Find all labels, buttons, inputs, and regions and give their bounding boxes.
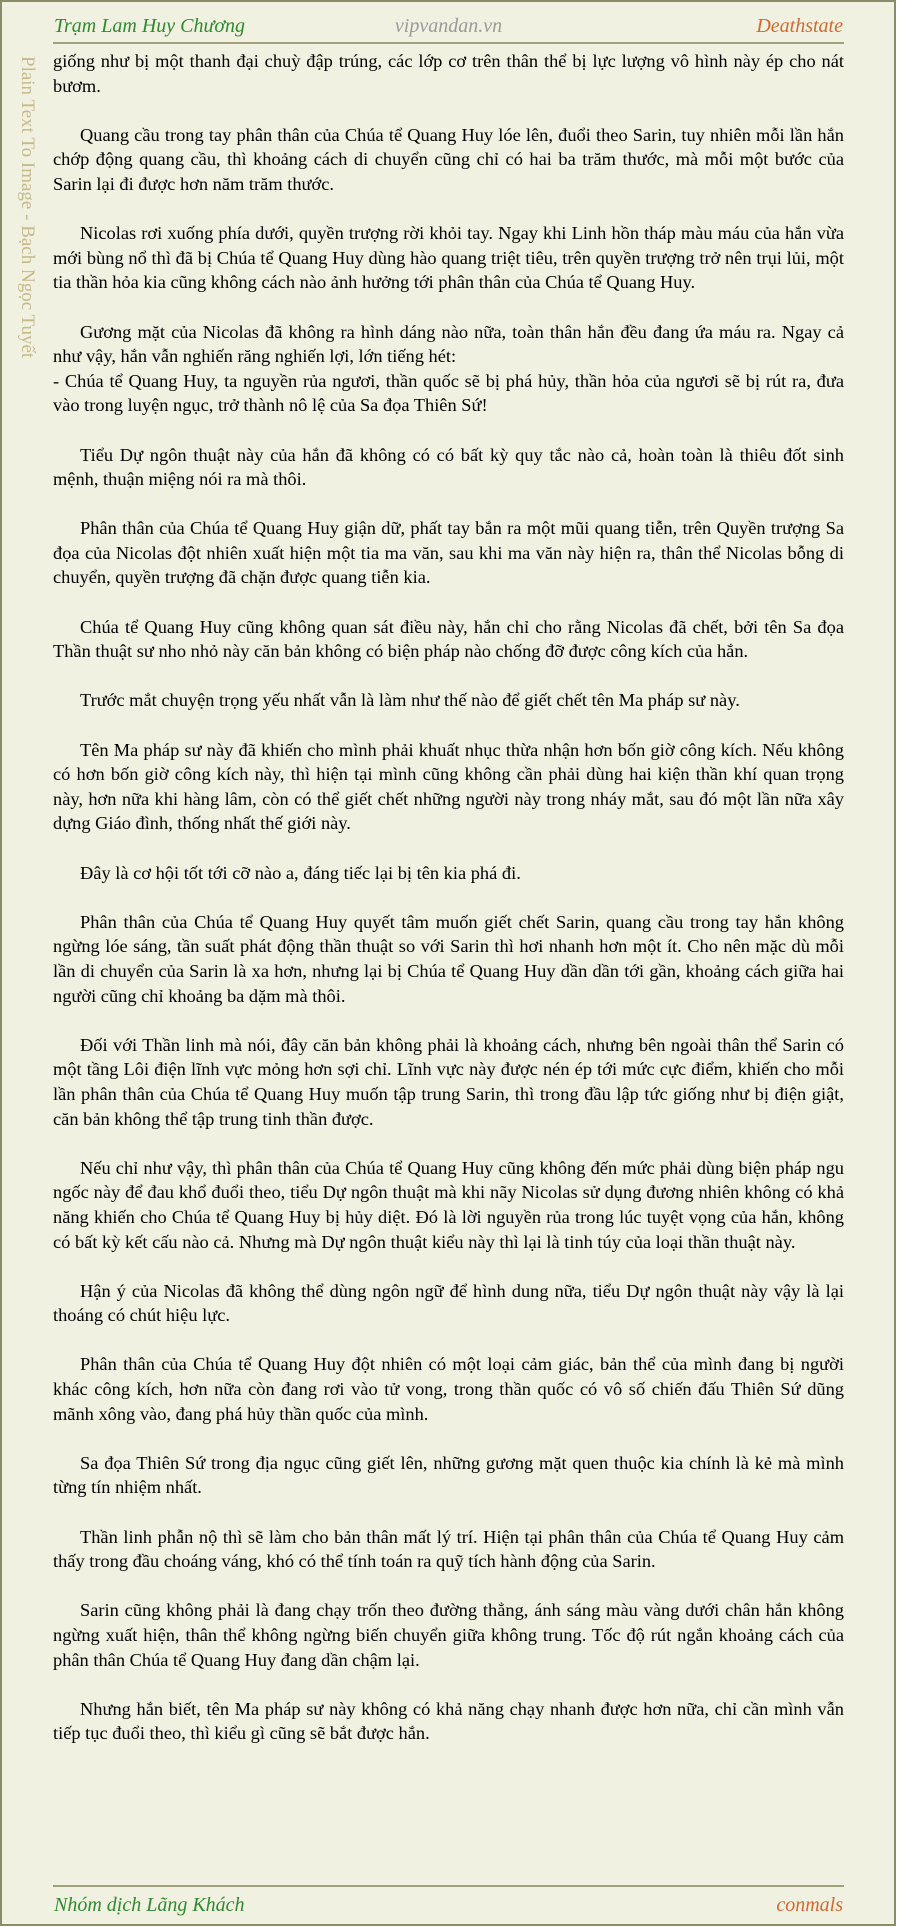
paragraph: Phân thân của Chúa tể Quang Huy giận dữ, phất tay bắn ra một mũi quang tiễn, trên Quyền trượng Sa đọa của Nicolas đột nhiên xuất hiện một tia ma văn, sau khi ma văn này hiện ra, thân thể Nicolas bỗng di chuyển, quyền trượng đã chặn được quang tiễn kia. <box>53 518 844 588</box>
paragraph: Chúa tể Quang Huy cũng không quan sát điều này, hắn chỉ cho rằng Nicolas đã chết, bởi tên Sa đọa Thần thuật sư nho nhỏ này căn bản không có biện pháp nào chống đỡ được công kích của hắn. <box>53 616 844 662</box>
paragraph: Đây là cơ hội tốt tới cỡ nào a, đáng tiếc lại bị tên kia phá đi. <box>80 862 521 883</box>
paragraph: Phân thân của Chúa tể Quang Huy quyết tâm muốn giết chết Sarin, quang cầu trong tay hắn không ngừng lóe sáng, tần suất phát động thần thuật so với Sarin thì hơi nhanh hơn một ít. Cho nên mặc dù mỗi lần di chuyển của Sarin là xa hơn, nhưng lại bị Chúa tể Quang Huy dần dần tới gần, khoảng cách giữa hai người cũng chỉ khoảng ba dặm mà thôi. <box>53 911 844 1006</box>
paragraph: giống như bị một thanh đại chuỳ đập trúng, các lớp cơ trên thân thể bị lực lượng vô hình này ép cho nát bươm. <box>53 51 844 96</box>
header-site-name: vipvandan.vn <box>394 15 503 37</box>
header <box>53 14 844 44</box>
paragraph: Nhưng hắn biết, tên Ma pháp sư này không có khả năng chạy nhanh được hơn nữa, chỉ cần mình vẫn tiếp tục đuổi theo, thì kiểu gì cũng sẽ bắt được hắn. <box>53 1698 844 1744</box>
paragraph: Tên Ma pháp sư này đã khiến cho mình phải khuất nhục thừa nhận hơn bốn giờ công kích. Nếu không có hơn bốn giờ công kích này, thì hiện tại mình cũng không cần phải dùng hai kiện thần khí quan trọng này, hơn nữa khi hàng lâm, còn có thể giết chết những người này trong nháy mắt, sau đó một lần nữa xây dựng Giáo đình, thống nhất thế giới này. <box>53 739 844 834</box>
footer <box>53 1885 844 1917</box>
paragraph: Trước mắt chuyện trọng yếu nhất vẫn là làm như thế nào để giết chết tên Ma pháp sư này. <box>80 690 740 711</box>
paragraph: Thần linh phẫn nộ thì sẽ làm cho bản thân mất lý trí. Hiện tại phân thân của Chúa tể Quang Huy cảm thấy trong đầu choáng váng, khó có thể tính toán ra quỹ tích hành động của Sarin. <box>53 1526 844 1572</box>
paragraph: Nicolas rơi xuống phía dưới, quyền trượng rời khỏi tay. Ngay khi Linh hồn tháp màu máu của hắn vừa mới bùng nổ thì đã bị Chúa tể Quang Huy dùng hào quang triệt tiêu, trên quyền trượng trở nên trụi lủi, một tia thần hỏa kia cũng không cách nào ảnh hưởng tới phân thân của Chúa tể Quang Huy. <box>53 223 844 293</box>
paragraph: Sa đọa Thiên Sứ trong địa ngục cũng giết lên, những gương mặt quen thuộc kia chính là kẻ mà mình từng tín nhiệm nhất. <box>53 1452 844 1498</box>
paragraph: Đối với Thần linh mà nói, đây căn bản không phải là khoảng cách, nhưng bên ngoài thân thể Sarin có một tầng Lôi điện lĩnh vực mỏng hơn sợi chỉ. Lĩnh vực này được nén ép tới mức cực điểm, khiến cho mỗi lần phân thân của Chúa tể Quang Huy muốn tập trung Sarin, thì trong đầu lập tức giống như bị điện giật, căn bản không thể tập trung tinh thần được. <box>53 1034 844 1129</box>
paragraph-dialogue: - Chúa tể Quang Huy, ta nguyền rủa ngươi, thần quốc sẽ bị phá hủy, thần hỏa của ngươi sẽ bị rút ra, đưa vào trong luyện ngục, trở thành nô lệ của Sa đọa Thiên Sứ! <box>53 370 844 416</box>
paragraph: Phân thân của Chúa tể Quang Huy đột nhiên có một loại cảm giác, bản thể của mình đang bị người khác công kích, hơn nữa còn đang rơi vào tử vong, trong thần quốc có vô số chiến đấu Thiên Sứ dũng mãnh xông vào, đang phá hủy thần quốc của mình. <box>53 1354 844 1424</box>
side-watermark: Plain Text To Image - Bạch Ngọc Tuyết <box>17 56 38 359</box>
chapter-text <box>53 49 844 1771</box>
header-station-name: Trạm Lam Huy Chương <box>54 15 246 37</box>
paragraph: Sarin cũng không phải là đang chạy trốn theo đường thẳng, ánh sáng màu vàng dưới chân hắn không ngừng xuất hiện, thân thể không ngừng biến chuyển giữa không trung. Tốc độ rút ngắn khoảng cách của phân thân Chúa tể Quang Huy đang dần chậm lại. <box>53 1600 844 1670</box>
footer-group-name: Nhóm dịch Lãng Khách <box>54 1894 245 1916</box>
paragraph: Nếu chỉ như vậy, thì phân thân của Chúa tể Quang Huy cũng không đến mức phải dùng biện pháp ngu ngốc này để đau khổ đuổi theo, tiểu Dự ngôn thuật mà khi nãy Nicolas sử dụng đương nhiên không có khả năng khiến cho Chúa tể Quang Huy bị hủy diệt. Đó là lời nguyền rủa trong lúc tuyệt vọng của hắn, không có bất kỳ kết cấu nào cả. Nhưng mà Dự ngôn thuật kiểu này thì lại là tinh túy của loại thần thuật này. <box>53 1157 844 1252</box>
footer-editor: conmals <box>776 1894 843 1916</box>
header-translator: Deathstate <box>756 15 843 37</box>
paragraph: Gương mặt của Nicolas đã không ra hình dáng nào nữa, toàn thân hắn đều đang ứa máu ra. Ngay cả như vậy, hắn vẫn nghiến răng nghiến lợi, lớn tiếng hét: <box>53 321 844 367</box>
paragraph: Hận ý của Nicolas đã không thể dùng ngôn ngữ để hình dung nữa, tiểu Dự ngôn thuật này vậy là lại thoáng có chút hiệu lực. <box>53 1280 844 1326</box>
paragraph: Quang cầu trong tay phân thân của Chúa tể Quang Huy lóe lên, đuổi theo Sarin, tuy nhiên mỗi lần hắn chớp động quang cầu, thì khoảng cách di chuyển cũng chỉ có hai ba trăm thước, mà mỗi một bước của Sarin lại đi được hơn năm trăm thước. <box>53 124 844 194</box>
paragraph: Tiểu Dự ngôn thuật này của hắn đã không có có bất kỳ quy tắc nào cả, hoàn toàn là thiêu đốt sinh mệnh, thuận miệng nói ra mà thôi. <box>53 444 844 490</box>
